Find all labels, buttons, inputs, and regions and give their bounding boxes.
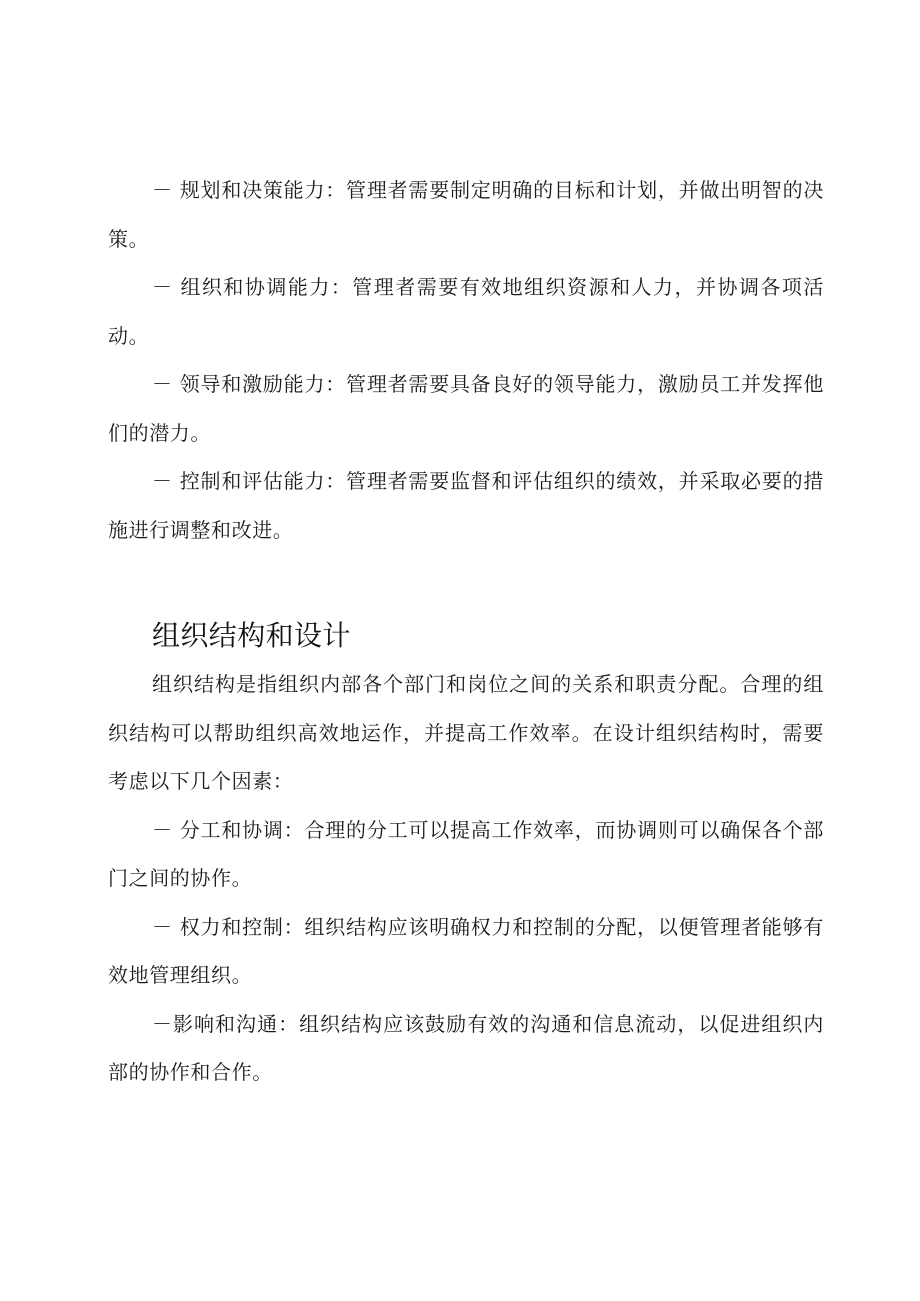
bullet-controlling-evaluating: － 控制和评估能力：管理者需要监督和评估组织的绩效，并采取必要的措施进行调整和改进。 bbox=[108, 469, 824, 542]
bullet-leading-motivating: － 领导和激励能力：管理者需要具备良好的领导能力，激励员工并发挥他们的潜力。 bbox=[108, 372, 824, 445]
bullet-influence-communication: －影响和沟通：组织结构应该鼓励有效的沟通和信息流动，以促进组织内部的协作和合作。 bbox=[108, 1011, 824, 1084]
bullet-planning-decision: － 规划和决策能力：管理者需要制定明确的目标和计划，并做出明智的决策。 bbox=[108, 178, 824, 251]
bullet-power-control: － 权力和控制：组织结构应该明确权力和控制的分配，以便管理者能够有效地管理组织。 bbox=[108, 914, 824, 987]
section-heading: 组织结构和设计 bbox=[152, 619, 351, 652]
bullet-organizing-coordinating: － 组织和协调能力：管理者需要有效地组织资源和人力，并协调各项活动。 bbox=[108, 275, 824, 348]
bullet-division-coordination: － 分工和协调：合理的分工可以提高工作效率，而协调则可以确保各个部门之间的协作。 bbox=[108, 817, 824, 890]
section-intro: 组织结构是指组织内部各个部门和岗位之间的关系和职责分配。合理的组织结构可以帮助组织高效地运作，并提高工作效率。在设计组织结构时，需要考虑以下几个因素： bbox=[108, 672, 824, 793]
document-body bbox=[108, 166, 824, 1097]
